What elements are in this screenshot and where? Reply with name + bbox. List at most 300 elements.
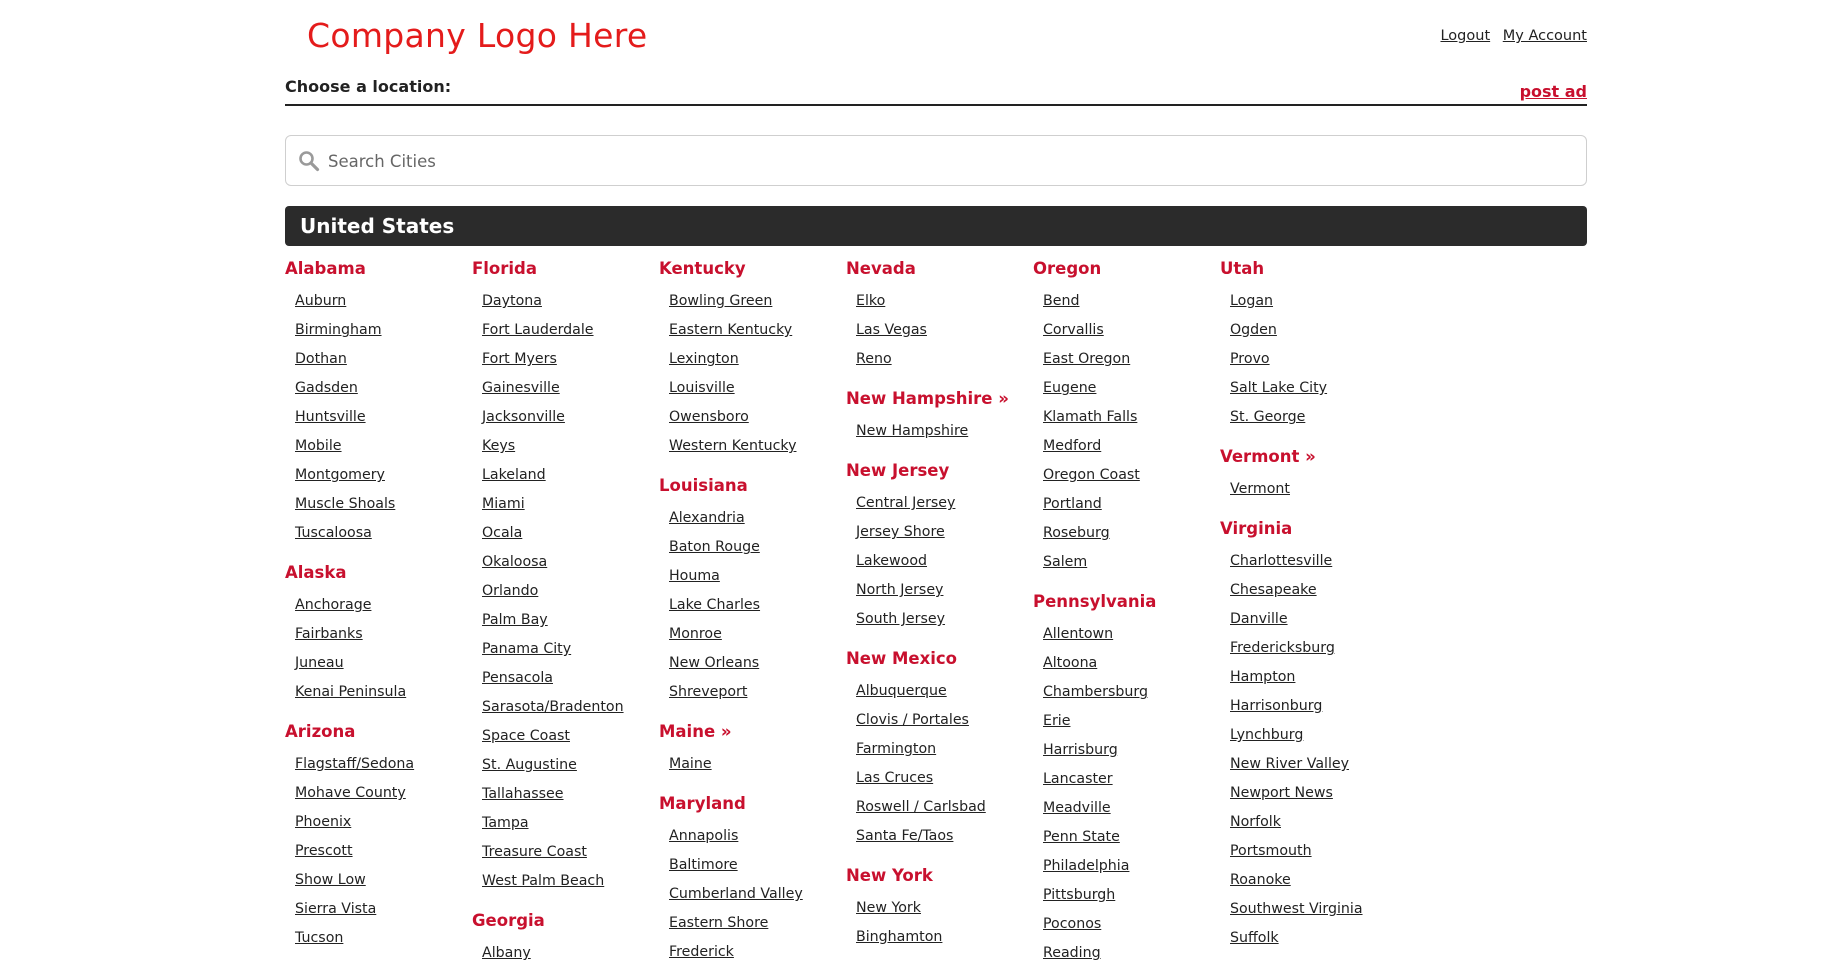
- list-item: [285, 314, 495, 343]
- list-item: [846, 733, 1056, 762]
- list-item: [1033, 937, 1243, 966]
- city-list: [846, 675, 1056, 849]
- city-list: [285, 589, 495, 705]
- city-link[interactable]: Fort Lauderdale: [482, 322, 594, 338]
- city-link[interactable]: Montgomery: [295, 467, 385, 483]
- city-link[interactable]: Gainesville: [482, 380, 560, 396]
- state-block: [1033, 259, 1243, 575]
- state-heading[interactable]: Vermont »: [1220, 447, 1316, 466]
- list-item: [1033, 647, 1243, 676]
- list-item: [846, 892, 1056, 921]
- location-bar: [285, 64, 1587, 106]
- list-item: [472, 937, 682, 966]
- city-link[interactable]: Logan: [1230, 293, 1274, 309]
- city-link[interactable]: Juneau: [295, 655, 344, 671]
- list-item: [1033, 285, 1243, 314]
- city-link[interactable]: Harrisonburg: [1230, 698, 1323, 714]
- city-link[interactable]: New River Valley: [1230, 756, 1350, 772]
- country-header: United States: [285, 206, 1587, 246]
- list-item: [659, 676, 869, 705]
- list-item: [659, 647, 869, 676]
- city-link[interactable]: Dothan: [295, 351, 347, 367]
- city-link[interactable]: Daytona: [482, 293, 542, 309]
- list-item: [659, 285, 869, 314]
- list-item: [846, 675, 1056, 704]
- list-item: [1220, 603, 1430, 632]
- city-link[interactable]: Frederick: [669, 944, 734, 960]
- state-block: [659, 259, 869, 459]
- city-link[interactable]: New Hampshire: [856, 423, 969, 439]
- city-link[interactable]: Lakeland: [482, 467, 546, 483]
- state-block: [1220, 259, 1430, 430]
- list-item: [472, 865, 682, 894]
- city-link[interactable]: Bend: [1043, 293, 1080, 309]
- city-link[interactable]: Lakewood: [856, 553, 928, 569]
- company-logo[interactable]: Company Logo Here: [307, 16, 648, 55]
- city-link[interactable]: Salem: [1043, 554, 1088, 570]
- list-item: [659, 560, 869, 589]
- city-link[interactable]: Lake Charles: [669, 597, 761, 613]
- list-item: [846, 704, 1056, 733]
- city-link[interactable]: Sierra Vista: [295, 901, 377, 917]
- list-item: [659, 531, 869, 560]
- city-link[interactable]: Eugene: [1043, 380, 1097, 396]
- city-link[interactable]: Baltimore: [669, 857, 738, 873]
- page: [285, 0, 1587, 969]
- post-ad-link[interactable]: post ad: [1519, 82, 1587, 101]
- city-link[interactable]: St. Augustine: [482, 757, 577, 773]
- list-item: [846, 574, 1056, 603]
- list-item: [1033, 488, 1243, 517]
- list-item: [846, 762, 1056, 791]
- state-heading[interactable]: Louisiana: [659, 476, 748, 495]
- list-item: [472, 836, 682, 865]
- list-item: [659, 820, 869, 849]
- search-input[interactable]: [326, 136, 1570, 187]
- logout-link[interactable]: Logout: [1440, 28, 1491, 44]
- list-item: [659, 343, 869, 372]
- list-item: [472, 372, 682, 401]
- list-item: [1220, 661, 1430, 690]
- city-link[interactable]: Chambersburg: [1043, 684, 1148, 700]
- city-link[interactable]: Philadelphia: [1043, 858, 1130, 874]
- list-item: [285, 589, 495, 618]
- city-link[interactable]: Meadville: [1043, 800, 1111, 816]
- city-link[interactable]: Harrisburg: [1043, 742, 1118, 758]
- city-link[interactable]: Sarasota/Bradenton: [482, 699, 624, 715]
- city-link[interactable]: Newport News: [1230, 785, 1333, 801]
- list-item: [472, 401, 682, 430]
- list-item: [285, 806, 495, 835]
- list-item: [1033, 314, 1243, 343]
- list-item: [472, 314, 682, 343]
- list-item: [1033, 676, 1243, 705]
- list-item: [1033, 546, 1243, 575]
- city-link[interactable]: Clovis / Portales: [856, 712, 969, 728]
- city-link[interactable]: Roseburg: [1043, 525, 1110, 541]
- list-item: [472, 604, 682, 633]
- search-icon: [298, 150, 320, 172]
- city-link[interactable]: Vermont: [1230, 481, 1290, 497]
- list-item: [1033, 618, 1243, 647]
- state-heading[interactable]: Alabama: [285, 259, 366, 278]
- state-column: [659, 259, 869, 969]
- city-link[interactable]: Penn State: [1043, 829, 1120, 845]
- city-link[interactable]: Huntsville: [295, 409, 366, 425]
- city-link[interactable]: Pittsburgh: [1043, 887, 1116, 903]
- state-heading[interactable]: Georgia: [472, 911, 545, 930]
- state-block: [659, 476, 869, 705]
- city-link[interactable]: Maine: [669, 756, 712, 772]
- state-block: [846, 866, 1056, 950]
- city-link[interactable]: Albuquerque: [856, 683, 947, 699]
- city-list: [846, 285, 1056, 372]
- list-item: [1220, 893, 1430, 922]
- city-link[interactable]: Santa Fe/Taos: [856, 828, 954, 844]
- city-link[interactable]: Anchorage: [295, 597, 372, 613]
- state-block: [472, 911, 682, 966]
- list-item: [659, 849, 869, 878]
- city-link[interactable]: Muscle Shoals: [295, 496, 396, 512]
- list-item: [1220, 343, 1430, 372]
- city-link[interactable]: Western Kentucky: [669, 438, 797, 454]
- city-link[interactable]: Charlottesville: [1230, 553, 1333, 569]
- city-link[interactable]: Tucson: [295, 930, 344, 946]
- city-link[interactable]: Albany: [482, 945, 531, 961]
- city-link[interactable]: Suffolk: [1230, 930, 1279, 946]
- list-item: [846, 314, 1056, 343]
- list-item: [1220, 690, 1430, 719]
- city-link[interactable]: Auburn: [295, 293, 347, 309]
- list-item: [1033, 763, 1243, 792]
- state-columns: [285, 259, 1587, 959]
- city-link[interactable]: Orlando: [482, 583, 539, 599]
- city-link[interactable]: Fairbanks: [295, 626, 363, 642]
- city-link[interactable]: Phoenix: [295, 814, 352, 830]
- state-block: [659, 722, 869, 777]
- city-link[interactable]: Monroe: [669, 626, 722, 642]
- city-link[interactable]: Danville: [1230, 611, 1288, 627]
- city-link[interactable]: Okaloosa: [482, 554, 548, 570]
- city-link[interactable]: Kenai Peninsula: [295, 684, 407, 700]
- city-list: [659, 285, 869, 459]
- city-link[interactable]: Panama City: [482, 641, 572, 657]
- city-list: [846, 892, 1056, 950]
- state-heading[interactable]: Maine »: [659, 722, 732, 741]
- list-item: [1033, 821, 1243, 850]
- state-column: [1220, 259, 1430, 968]
- city-link[interactable]: Norfolk: [1230, 814, 1281, 830]
- list-item: [1033, 705, 1243, 734]
- state-heading[interactable]: Kentucky: [659, 259, 746, 278]
- city-link[interactable]: Salt Lake City: [1230, 380, 1328, 396]
- list-item: [1220, 401, 1430, 430]
- list-item: [285, 488, 495, 517]
- list-item: [1033, 734, 1243, 763]
- city-list: [1033, 285, 1243, 575]
- list-item: [1220, 372, 1430, 401]
- list-item: [659, 748, 869, 777]
- state-heading[interactable]: New Hampshire »: [846, 389, 1009, 408]
- list-item: [659, 401, 869, 430]
- city-link[interactable]: Pensacola: [482, 670, 553, 686]
- list-item: [1220, 835, 1430, 864]
- list-item: [472, 343, 682, 372]
- city-link[interactable]: Las Vegas: [856, 322, 927, 338]
- list-item: [846, 791, 1056, 820]
- list-item: [472, 546, 682, 575]
- state-heading[interactable]: Alaska: [285, 563, 347, 582]
- state-heading[interactable]: Oregon: [1033, 259, 1102, 278]
- list-item: [285, 343, 495, 372]
- list-item: [846, 820, 1056, 849]
- list-item: [659, 372, 869, 401]
- city-link[interactable]: Farmington: [856, 741, 937, 757]
- list-item: [1033, 879, 1243, 908]
- list-item: [285, 401, 495, 430]
- list-item: [1033, 459, 1243, 488]
- state-block: [846, 461, 1056, 632]
- list-item: [472, 778, 682, 807]
- city-link[interactable]: Reading: [1043, 945, 1101, 961]
- list-item: [846, 516, 1056, 545]
- city-link[interactable]: Fort Myers: [482, 351, 557, 367]
- list-item: [1033, 430, 1243, 459]
- state-heading[interactable]: Maryland: [659, 794, 746, 813]
- list-item: [846, 415, 1056, 444]
- city-link[interactable]: Las Cruces: [856, 770, 934, 786]
- city-link[interactable]: Tampa: [482, 815, 529, 831]
- state-block: [846, 649, 1056, 849]
- list-item: [472, 430, 682, 459]
- city-list: [1033, 618, 1243, 966]
- list-item: [285, 618, 495, 647]
- city-link[interactable]: Central Jersey: [856, 495, 956, 511]
- list-item: [472, 662, 682, 691]
- city-link[interactable]: Eastern Kentucky: [669, 322, 793, 338]
- city-link[interactable]: Provo: [1230, 351, 1270, 367]
- list-item: [1220, 806, 1430, 835]
- city-link[interactable]: Eastern Shore: [669, 915, 769, 931]
- list-item: [472, 488, 682, 517]
- state-heading[interactable]: Pennsylvania: [1033, 592, 1157, 611]
- city-link[interactable]: Show Low: [295, 872, 366, 888]
- list-item: [659, 314, 869, 343]
- city-link[interactable]: New York: [856, 900, 921, 916]
- city-list: [846, 415, 1056, 444]
- list-item: [1220, 748, 1430, 777]
- city-list: [1220, 545, 1430, 951]
- state-block: [846, 389, 1056, 444]
- city-link[interactable]: Roswell / Carlsbad: [856, 799, 986, 815]
- search-box[interactable]: [285, 135, 1587, 186]
- list-item: [285, 835, 495, 864]
- list-item: [846, 921, 1056, 950]
- state-heading[interactable]: Nevada: [846, 259, 916, 278]
- list-item: [1033, 517, 1243, 546]
- list-item: [1220, 777, 1430, 806]
- city-link[interactable]: Space Coast: [482, 728, 570, 744]
- city-link[interactable]: North Jersey: [856, 582, 944, 598]
- state-heading[interactable]: Florida: [472, 259, 538, 278]
- city-list: [659, 820, 869, 965]
- city-link[interactable]: Mohave County: [295, 785, 406, 801]
- list-item: [472, 807, 682, 836]
- city-link[interactable]: Jacksonville: [482, 409, 565, 425]
- city-link[interactable]: Jersey Shore: [856, 524, 945, 540]
- city-link[interactable]: Southwest Virginia: [1230, 901, 1363, 917]
- list-item: [472, 517, 682, 546]
- city-link[interactable]: Corvallis: [1043, 322, 1104, 338]
- city-link[interactable]: Elko: [856, 293, 886, 309]
- list-item: [1220, 285, 1430, 314]
- list-item: [472, 691, 682, 720]
- city-link[interactable]: Chesapeake: [1230, 582, 1317, 598]
- city-link[interactable]: Altoona: [1043, 655, 1098, 671]
- list-item: [659, 936, 869, 965]
- list-item: [659, 430, 869, 459]
- city-link[interactable]: Reno: [856, 351, 892, 367]
- list-item: [1220, 473, 1430, 502]
- city-link[interactable]: Bowling Green: [669, 293, 773, 309]
- list-item: [472, 749, 682, 778]
- list-item: [846, 603, 1056, 632]
- state-heading[interactable]: New Mexico: [846, 649, 958, 668]
- city-link[interactable]: Tuscaloosa: [295, 525, 372, 541]
- state-heading[interactable]: Virginia: [1220, 519, 1293, 538]
- list-item: [285, 893, 495, 922]
- state-heading[interactable]: Utah: [1220, 259, 1265, 278]
- city-list: [472, 937, 682, 966]
- state-block: [1220, 447, 1430, 502]
- list-item: [1220, 864, 1430, 893]
- list-item: [659, 907, 869, 936]
- city-link[interactable]: Annapolis: [669, 828, 739, 844]
- list-item: [285, 864, 495, 893]
- city-list: [659, 748, 869, 777]
- city-list: [285, 748, 495, 951]
- city-list: [659, 502, 869, 705]
- city-link[interactable]: New Orleans: [669, 655, 760, 671]
- city-link[interactable]: Poconos: [1043, 916, 1102, 932]
- city-link[interactable]: Shreveport: [669, 684, 748, 700]
- city-link[interactable]: Houma: [669, 568, 720, 584]
- city-list: [472, 285, 682, 894]
- list-item: [472, 459, 682, 488]
- city-link[interactable]: Prescott: [295, 843, 353, 859]
- city-link[interactable]: Lynchburg: [1230, 727, 1304, 743]
- state-block: [285, 722, 495, 951]
- list-item: [285, 647, 495, 676]
- city-link[interactable]: Miami: [482, 496, 525, 512]
- list-item: [285, 517, 495, 546]
- list-item: [285, 777, 495, 806]
- state-block: [846, 259, 1056, 372]
- city-link[interactable]: Baton Rouge: [669, 539, 760, 555]
- list-item: [659, 618, 869, 647]
- city-link[interactable]: Mobile: [295, 438, 342, 454]
- state-column: [285, 259, 495, 968]
- city-link[interactable]: Medford: [1043, 438, 1102, 454]
- city-link[interactable]: South Jersey: [856, 611, 946, 627]
- list-item: [285, 372, 495, 401]
- list-item: [1033, 908, 1243, 937]
- state-block: [472, 259, 682, 894]
- state-heading[interactable]: New York: [846, 866, 933, 885]
- state-column: [846, 259, 1056, 967]
- state-heading[interactable]: New Jersey: [846, 461, 950, 480]
- list-item: [1033, 792, 1243, 821]
- list-item: [472, 285, 682, 314]
- list-item: [285, 676, 495, 705]
- list-item: [285, 922, 495, 951]
- city-link[interactable]: Louisville: [669, 380, 735, 396]
- list-item: [846, 343, 1056, 372]
- city-link[interactable]: East Oregon: [1043, 351, 1131, 367]
- city-link[interactable]: Alexandria: [669, 510, 745, 526]
- city-list: [846, 487, 1056, 632]
- city-link[interactable]: Gadsden: [295, 380, 358, 396]
- state-block: [285, 563, 495, 705]
- city-link[interactable]: Tallahassee: [482, 786, 564, 802]
- my-account-link[interactable]: My Account: [1502, 28, 1587, 44]
- city-link[interactable]: West Palm Beach: [482, 873, 605, 889]
- city-link[interactable]: Owensboro: [669, 409, 749, 425]
- state-block: [659, 794, 869, 965]
- city-link[interactable]: Ogden: [1230, 322, 1277, 338]
- list-item: [846, 487, 1056, 516]
- list-item: [285, 285, 495, 314]
- list-item: [472, 633, 682, 662]
- city-link[interactable]: Ocala: [482, 525, 523, 541]
- list-item: [472, 720, 682, 749]
- state-block: [1220, 519, 1430, 951]
- list-item: [1220, 632, 1430, 661]
- state-heading[interactable]: Arizona: [285, 722, 356, 741]
- list-item: [1033, 401, 1243, 430]
- city-list: [1220, 473, 1430, 502]
- list-item: [1033, 343, 1243, 372]
- city-link[interactable]: Fredericksburg: [1230, 640, 1335, 656]
- city-link[interactable]: Portsmouth: [1230, 843, 1312, 859]
- list-item: [846, 285, 1056, 314]
- city-link[interactable]: Treasure Coast: [482, 844, 587, 860]
- city-link[interactable]: Flagstaff/Sedona: [295, 756, 415, 772]
- list-item: [1220, 922, 1430, 951]
- city-link[interactable]: Keys: [482, 438, 516, 454]
- state-block: [285, 259, 495, 546]
- state-column: [1033, 259, 1243, 969]
- city-link[interactable]: Klamath Falls: [1043, 409, 1138, 425]
- city-link[interactable]: Lancaster: [1043, 771, 1113, 787]
- city-link[interactable]: St. George: [1230, 409, 1306, 425]
- city-link[interactable]: Binghamton: [856, 929, 943, 945]
- list-item: [846, 545, 1056, 574]
- list-item: [659, 878, 869, 907]
- city-link[interactable]: Lexington: [669, 351, 739, 367]
- city-link[interactable]: Roanoke: [1230, 872, 1291, 888]
- city-link[interactable]: Cumberland Valley: [669, 886, 803, 902]
- top-links: [1432, 28, 1587, 44]
- city-link[interactable]: Allentown: [1043, 626, 1114, 642]
- city-link[interactable]: Birmingham: [295, 322, 382, 338]
- state-column: [472, 259, 682, 969]
- city-link[interactable]: Oregon Coast: [1043, 467, 1140, 483]
- city-link[interactable]: Hampton: [1230, 669, 1296, 685]
- city-link[interactable]: Portland: [1043, 496, 1102, 512]
- city-link[interactable]: Palm Bay: [482, 612, 548, 628]
- city-link[interactable]: Erie: [1043, 713, 1071, 729]
